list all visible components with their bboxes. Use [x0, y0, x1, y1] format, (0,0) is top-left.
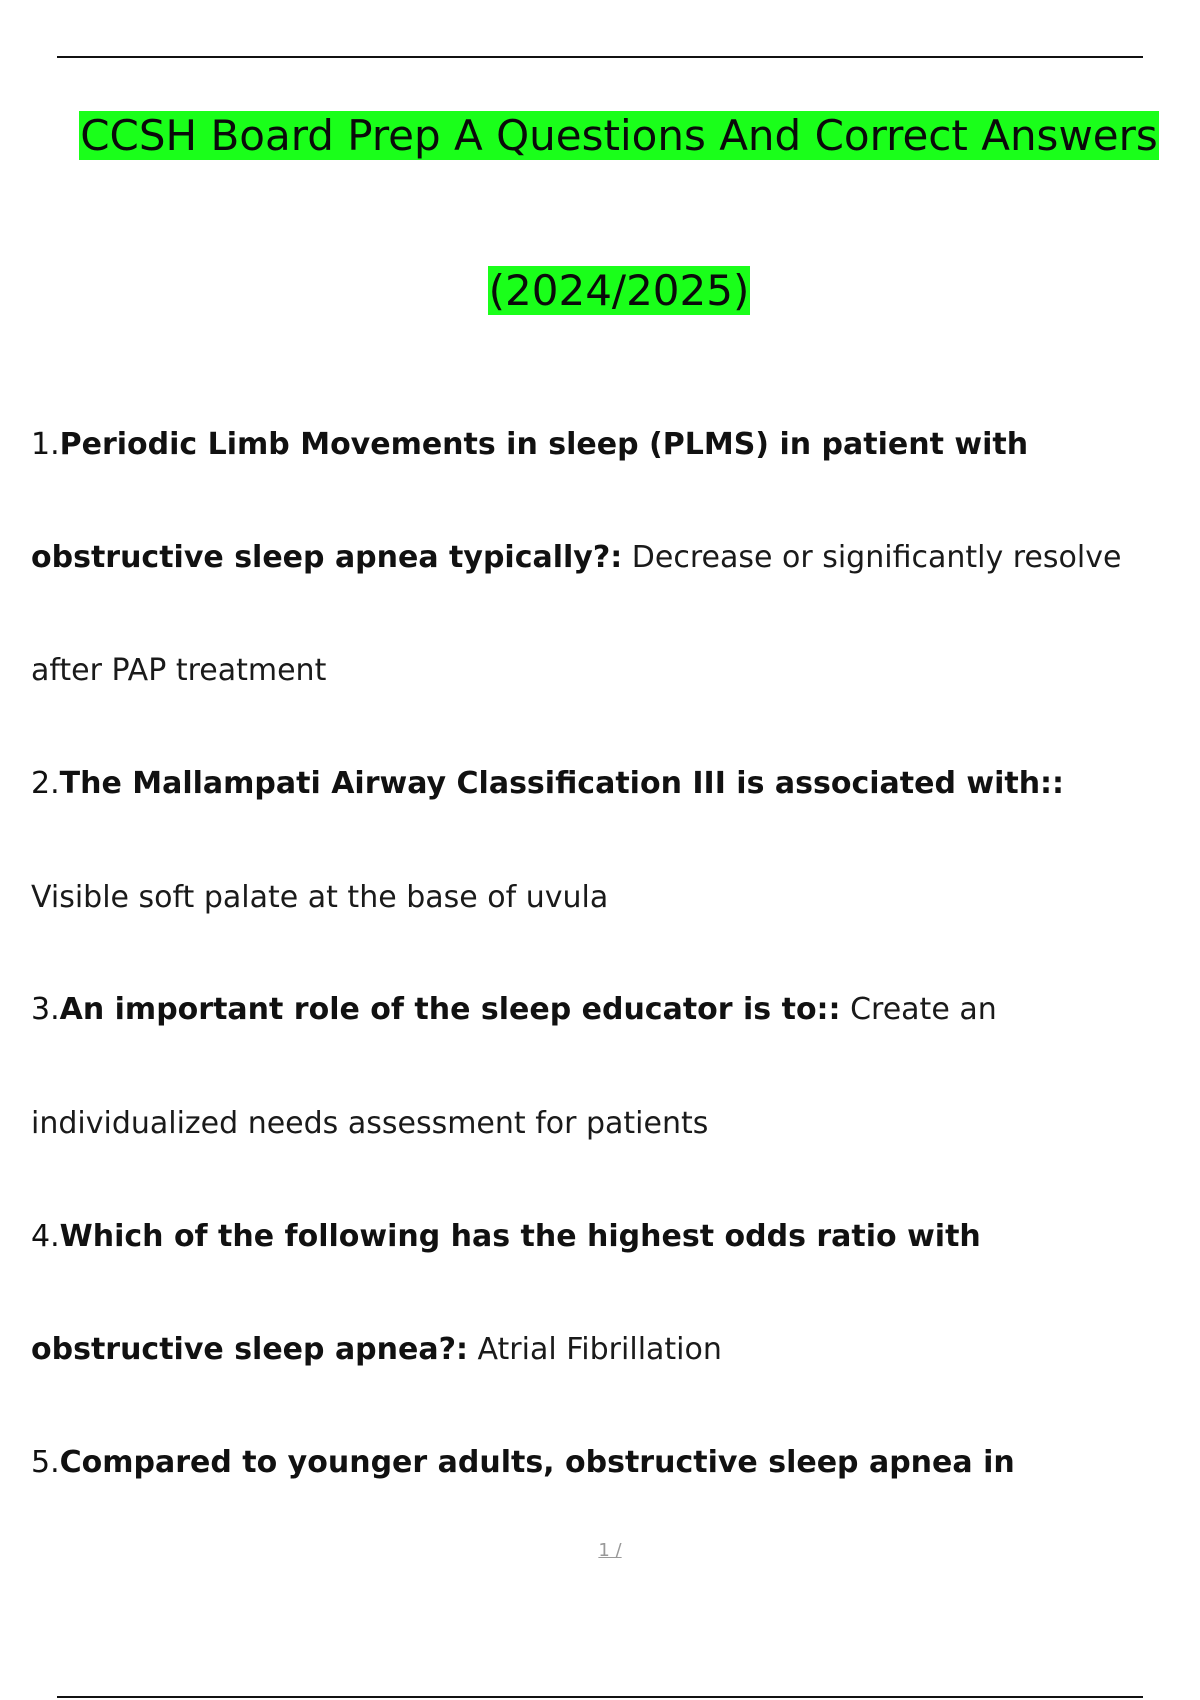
top-rule	[57, 56, 1143, 58]
question-number: 3.	[31, 992, 60, 1027]
question-4-line-1	[31, 1217, 981, 1257]
answer-text: individualized needs assessment for patients	[31, 1106, 709, 1141]
question-4-line-2	[31, 1330, 722, 1370]
answer-text: Visible soft palate at the base of uvula	[31, 880, 609, 915]
question-number: 5.	[31, 1445, 60, 1480]
answer-text: after PAP treatment	[31, 653, 327, 688]
answer-3-line-2	[31, 1104, 708, 1144]
question-text: Periodic Limb Movements in sleep (PLMS) in patient with	[59, 427, 1029, 462]
answer-1-line-2	[31, 651, 326, 691]
page-number: 1 /	[598, 1540, 622, 1561]
question-2-line-1	[31, 764, 1064, 804]
question-text: The Mallampati Airway Classification III is associated with::	[59, 766, 1065, 801]
question-5-line-1	[31, 1443, 1015, 1483]
question-text: obstructive sleep apnea typically?:	[31, 540, 623, 575]
document-title-line-1: CCSH Board Prep A Questions And Correct Answers	[80, 111, 1158, 160]
question-number: 2.	[31, 766, 60, 801]
answer-text: Decrease or significantly resolve	[622, 540, 1122, 575]
document-title-line-2: (2024/2025)	[488, 266, 750, 315]
question-text: An important role of the sleep educator is to::	[59, 992, 841, 1027]
answer-text: Atrial Fibrillation	[468, 1332, 722, 1367]
question-1-line-2	[31, 538, 1121, 578]
question-3-line-1	[31, 990, 997, 1030]
answer-2-line-1	[31, 878, 608, 918]
question-1-line-1	[31, 425, 1028, 465]
answer-text: Create an	[840, 992, 997, 1027]
question-number: 1.	[31, 427, 60, 462]
question-number: 4.	[31, 1219, 60, 1254]
question-text: Which of the following has the highest odds ratio with	[59, 1219, 981, 1254]
bottom-rule	[57, 1696, 1143, 1698]
question-text: obstructive sleep apnea?:	[31, 1332, 469, 1367]
question-text: Compared to younger adults, obstructive sleep apnea in	[59, 1445, 1015, 1480]
